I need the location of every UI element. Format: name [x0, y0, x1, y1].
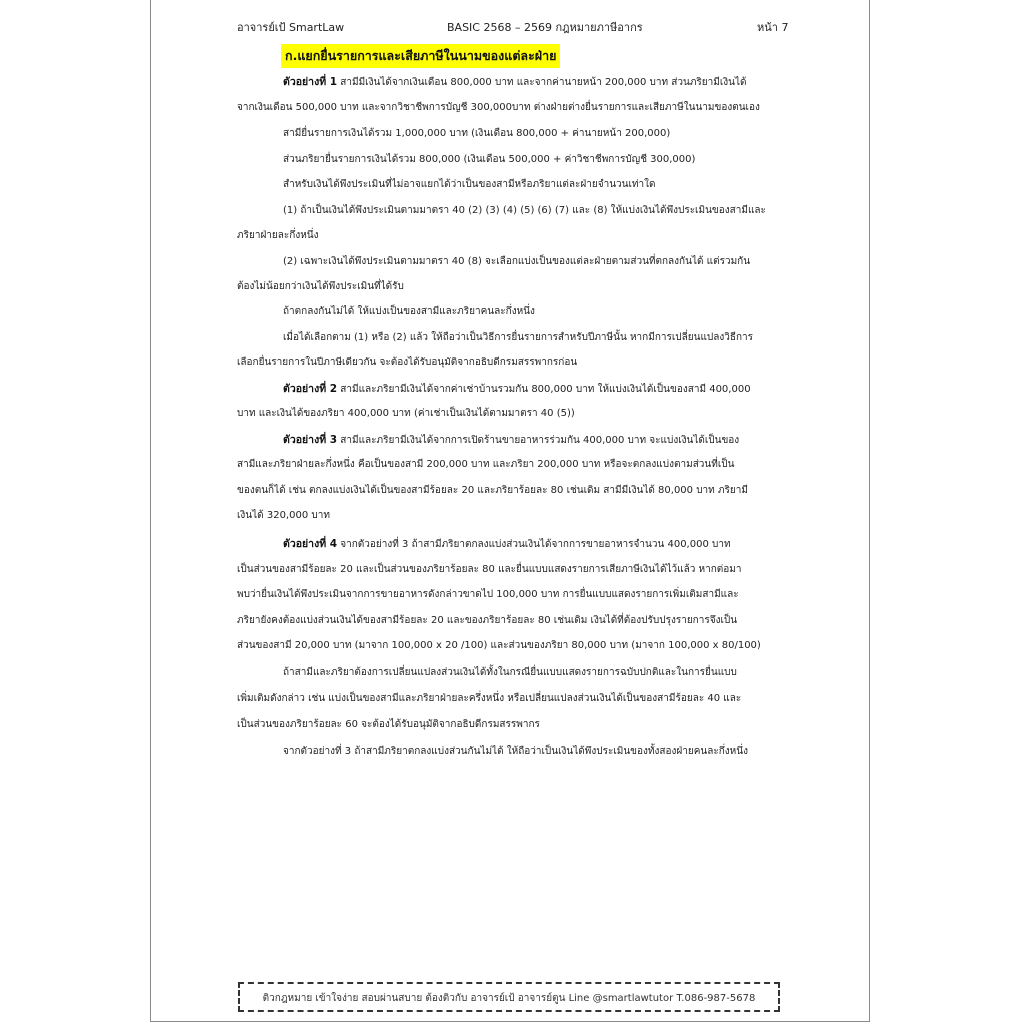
body-line — [283, 178, 656, 192]
body-line-text: (2) เฉพาะเงินได้พึงประเมินตามมาตรา 40 (8) จะเลือกแบ่งเป็นของแต่ละฝ่ายตามส่วนที่ตกลงกันได้ แต่รวมกัน — [283, 256, 751, 267]
body-line-text: ถ้าสามีและภริยาต้องการเปลี่ยนแปลงส่วนเงินได้ทั้งในกรณียื่นแบบแสดงรายการฉบับปกติและในการยื่นแบบ — [283, 667, 737, 678]
body-line — [283, 666, 737, 680]
body-line — [237, 639, 761, 653]
body-line — [283, 745, 748, 759]
body-line — [283, 255, 750, 269]
body-line-text: เป็นส่วนของภริยาร้อยละ 60 จะต้องได้รับอนุมัติจากอธิบดีกรมสรรพากร — [237, 719, 540, 730]
example-label: ตัวอย่างที่ 3 — [283, 434, 338, 446]
body-line-text: ต้องไม่น้อยกว่าเงินได้พึงประเมินที่ได้รับ — [237, 281, 404, 292]
body-line-text: (1) ถ้าเป็นเงินได้พึงประเมินตามมาตรา 40 (2) (3) (4) (5) (6) (7) และ (8) ให้แบ่งเงินได้พึงประเมินของสามีและ — [283, 205, 766, 216]
body-line — [237, 484, 748, 498]
body-line — [237, 563, 742, 577]
body-line-text: สามีและภริยามีเงินได้จากการเปิดร้านขายอาหารร่วมกัน 400,000 บาท จะแบ่งเงินได้เป็นของ — [337, 435, 740, 446]
body-line — [237, 718, 540, 732]
body-line-text: ภริยายังคงต้องแบ่งส่วนเงินได้ของสามีร้อยละ 20 และของภริยาร้อยละ 80 เช่นเดิม เงินได้ที่ต้องปรับปรุงรายการจึงเป็น — [237, 615, 738, 626]
body-line — [237, 280, 404, 294]
body-line-text: ถ้าตกลงกันไม่ได้ ให้แบ่งเป็นของสามีและภริยาคนละกึ่งหนึ่ง — [283, 306, 535, 317]
body-line — [283, 75, 747, 90]
body-line — [283, 331, 753, 345]
footer-contact-text: ติวกฎหมาย เข้าใจง่าย สอบผ่านสบาย ต้องติวกับ อาจารย์เป้ อาจารย์ตูน Line @smartlawtutor T.086-987-5678 — [262, 993, 756, 1004]
body-line — [237, 356, 577, 370]
header-author: อาจารย์เป้ SmartLaw — [237, 21, 345, 34]
body-line — [237, 588, 739, 602]
body-line-text: จากเงินเดือน 500,000 บาท และจากวิชาชีพการบัญชี 300,000บาท ต่างฝ่ายต่างยื่นรายการและเสียภาษีในนามของตนเอง — [237, 102, 760, 113]
section-title-highlighted: ก.แยกยื่นรายการและเสียภาษีในนามของแต่ละฝ่าย — [281, 44, 560, 68]
body-line-text: เพิ่มเติมดังกล่าว เช่น แบ่งเป็นของสามีและภริยาฝ่ายละครึ่งหนึ่ง หรือเปลี่ยนแปลงส่วนเงินได้เป็นของสามีร้อยละ 40 และ — [237, 693, 742, 704]
body-line-text: สามีมีเงินได้จากเงินเดือน 800,000 บาท และจากค่านายหน้า 200,000 บาท ส่วนภริยามีเงินได้ — [337, 77, 747, 88]
body-line-text: บาท และเงินได้ของภริยา 400,000 บาท (ค่าเช่าเป็นเงินได้ตามมาตรา 40 (5)) — [237, 408, 575, 419]
body-line-text: ภริยาฝ่ายละกึ่งหนึ่ง — [237, 230, 319, 241]
body-line — [283, 382, 751, 397]
body-line-text: เมื่อได้เลือกตาม (1) หรือ (2) แล้ว ให้ถือว่าเป็นวิธีการยื่นรายการสำหรับปีภาษีนั้น หากมีการเปลี่ยนแปลงวิธีการ — [283, 332, 754, 343]
body-line — [283, 127, 670, 141]
body-line — [237, 614, 737, 628]
body-line-text: สามีและภริยาฝ่ายละกึ่งหนึ่ง คือเป็นของสามี 200,000 บาท และภริยา 200,000 บาท หรือจะตกลงแบ่งตามส่วนที่เป็น — [237, 459, 735, 470]
body-line-text: พบว่ายื่นเงินได้พึงประเมินจากการขายอาหารดังกล่าวขาดไป 100,000 บาท การยื่นแบบแสดงรายการเพิ่มเติมสามีและ — [237, 589, 739, 600]
example-label: ตัวอย่างที่ 2 — [283, 383, 338, 395]
body-line-text: เป็นส่วนของสามีร้อยละ 20 และเป็นส่วนของภริยาร้อยละ 80 และยื่นแบบแสดงรายการเสียภาษีเงินได้ไว้แล้ว หากต่อมา — [237, 564, 742, 575]
body-line — [237, 509, 330, 523]
body-line-text: สำหรับเงินได้พึงประเมินที่ไม่อาจแยกได้ว่าเป็นของสามีหรือภริยาแต่ละฝ่ายจำนวนเท่าใด — [283, 179, 656, 190]
body-line — [283, 433, 739, 448]
body-line — [283, 305, 535, 319]
body-line-text: ของตนก็ได้ เช่น ตกลงแบ่งเงินได้เป็นของสามีร้อยละ 20 และภริยาร้อยละ 80 เช่นเดิม สามีมีเงินได้ 80,000 บาท ภริยามี — [237, 485, 748, 496]
body-line — [237, 692, 741, 706]
body-line — [283, 537, 731, 552]
body-line-text: จากตัวอย่างที่ 3 ถ้าสามีภริยาตกลงแบ่งส่วนกันไม่ได้ ให้ถือว่าเป็นเงินได้พึงประเมินของทั้งสองฝ่ายคนละกึ่งหนึ่ง — [283, 746, 748, 757]
body-line — [283, 153, 695, 167]
body-line — [237, 458, 734, 472]
footer-banner — [238, 982, 780, 1012]
document-page — [150, 0, 870, 1022]
body-line-text: สามียื่นรายการเงินได้รวม 1,000,000 บาท (เงินเดือน 800,000 + ค่านายหน้า 200,000) — [283, 128, 671, 139]
body-line-text: ส่วนภริยายื่นรายการเงินได้รวม 800,000 (เงินเดือน 500,000 + ค่าวิชาชีพการบัญชี 300,000) — [283, 154, 696, 165]
example-label: ตัวอย่างที่ 1 — [283, 76, 338, 88]
body-line-text: จากตัวอย่างที่ 3 ถ้าสามีภริยาตกลงแบ่งส่วนเงินได้จากการขายอาหารจำนวน 400,000 บาท — [337, 539, 731, 550]
body-line — [237, 101, 760, 115]
header-course-title: BASIC 2568 – 2569 กฎหมายภาษีอากร — [447, 21, 643, 34]
body-line-text: เงินได้ 320,000 บาท — [237, 510, 330, 521]
body-line — [283, 204, 766, 218]
body-line-text: ส่วนของสามี 20,000 บาท (มาจาก 100,000 x 20 /100) และส่วนของภริยา 80,000 บาท (มาจาก 100,000 x 80/100) — [237, 640, 761, 651]
body-line — [237, 229, 319, 243]
example-label: ตัวอย่างที่ 4 — [283, 538, 338, 550]
body-line — [237, 407, 575, 421]
body-line-text: สามีและภริยามีเงินได้จากค่าเช่าบ้านรวมกัน 800,000 บาท ให้แบ่งเงินได้เป็นของสามี 400,000 — [337, 384, 751, 395]
header-page-number: หน้า 7 — [757, 21, 789, 34]
body-line-text: เลือกยื่นรายการในปีภาษีเดียวกัน จะต้องได้รับอนุมัติจากอธิบดีกรมสรรพากรก่อน — [237, 357, 578, 368]
